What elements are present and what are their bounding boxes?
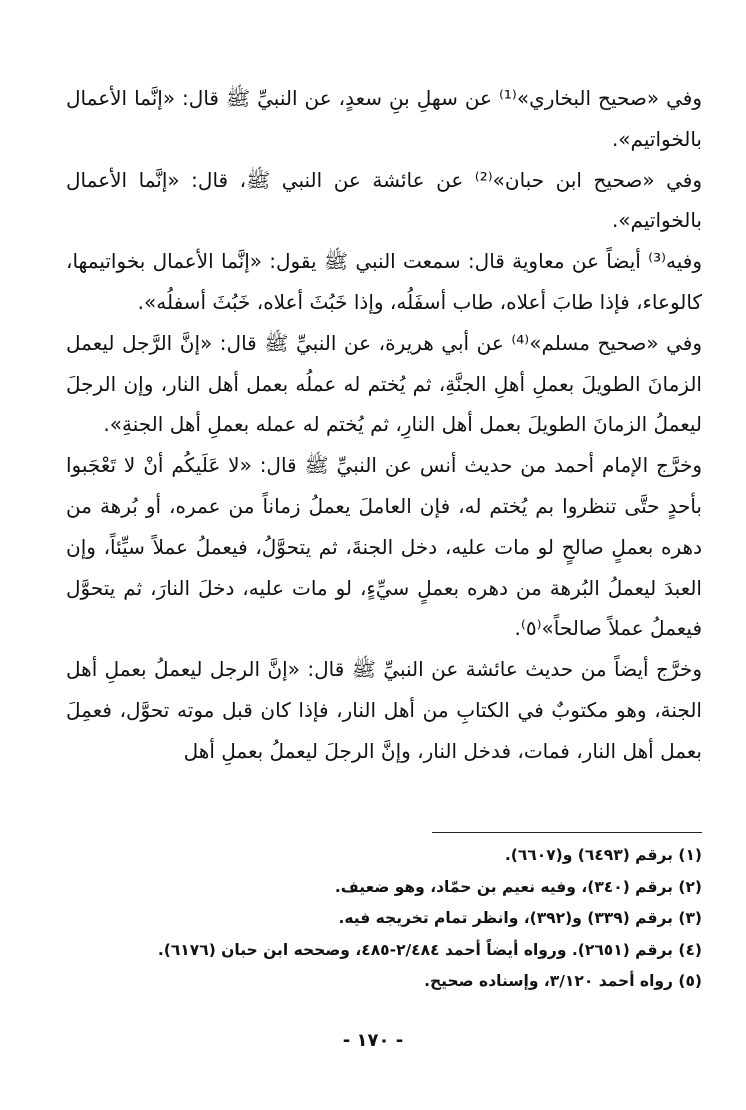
- paragraph-muawiya: وفيه⁽³⁾ أيضاً عن معاوية قال: سمعت النبي ﷺ يقول: «إنَّما الأعمال بخواتيمها، كالوعاء، فإذا طابَ أعلاه، طاب أسفَلُه، وإذا خَبُثَ أعلاه، خَبُثَ أسفلُه».: [66, 249, 702, 314]
- paragraph-ahmad-anas: وخرَّج الإمام أحمد من حديث أنس عن النبيِّ ﷺ قال: «لا عَلَيكُم أنْ لا تَعْجَبوا بأحدٍ حتَّى تنظروا بم يُختم له، فإن العاملَ يعملُ زماناً من عمره، أو بُرهة من دهره بعملٍ صالحٍ لو مات عليه، دخل الجنةَ، ثم يتحوَّلُ، فيعملُ عملاً سيِّئاً، وإن العبدَ ليعملُ البُرهة من دهره بعملٍ سيِّءٍ، لو مات عليه، دخلَ النارَ، ثم يتحوَّل فيعملُ عملاً صالحاً»⁽٥⁾.: [66, 453, 702, 641]
- paragraph-ibn-hibban: وفي «صحيح ابن حبان»⁽²⁾ عن عائشة عن النبي ﷺ، قال: «إنَّما الأعمال بالخواتيم».: [66, 167, 702, 233]
- footnote-3: (٣) برقم (٣٣٩) و(٣٩٢)، وانظر تمام تخريجه فيه.: [338, 909, 702, 928]
- footnote-1: (١) برقم (٦٤٩٣) و(٦٦٠٧).: [504, 846, 702, 864]
- footnote-5: (٥) رواه أحمد ٣/١٢٠، وإسناده صحيح.: [424, 972, 702, 991]
- footnote-2: (٢) برقم (٣٤٠)، وفيه نعيم بن حمّاد، وهو ضعيف.: [334, 877, 702, 896]
- footnote-4: (٤) برقم (٢٦٥١). ورواه أيضاً أحمد ٢/٤٨٤-٤٨٥، وصححه ابن حبان (٦١٧٦).: [157, 940, 702, 959]
- paragraph-muslim: وفي «صحيح مسلم»⁽⁴⁾ عن أبي هريرة، عن النبيِّ ﷺ قال: «إنَّ الرَّجل ليعمل الزمانَ الطويلَ بعملِ أهلِ الجنَّةِ، ثم يُختم له عملُه بعمل أهل النار، وإن الرجلَ ليعملُ الزمانَ الطويلَ بعمل أهل النارِ، ثم يُختم له عمله بعملِ أهل الجنةِ».: [66, 330, 702, 437]
- paragraph-bukhari: وفي «صحيح البخاري»⁽¹⁾ عن سهلِ بنِ سعدٍ، عن النبيِّ ﷺ قال: «إنَّما الأعمال بالخواتيم».: [66, 86, 702, 151]
- page-number: - ١٧٠ -: [342, 1030, 404, 1051]
- main-text: [66, 78, 702, 772]
- paragraph-ahmad-aisha: وخرَّج أيضاً من حديث عائشة عن النبيِّ ﷺ قال: «إنَّ الرجل ليعملُ بعملِ أهل الجنة، وهو مكتوبٌ في الكتابِ من أهل النار، فإذا كان قبل موته تحوَّل، فعمِلَ بعمل أهل النار، فمات، فدخل النار، وإنَّ الرجلَ ليعملُ بعملِ أهل: [66, 657, 702, 763]
- footnotes: [66, 840, 702, 998]
- footnote-divider: [432, 832, 702, 833]
